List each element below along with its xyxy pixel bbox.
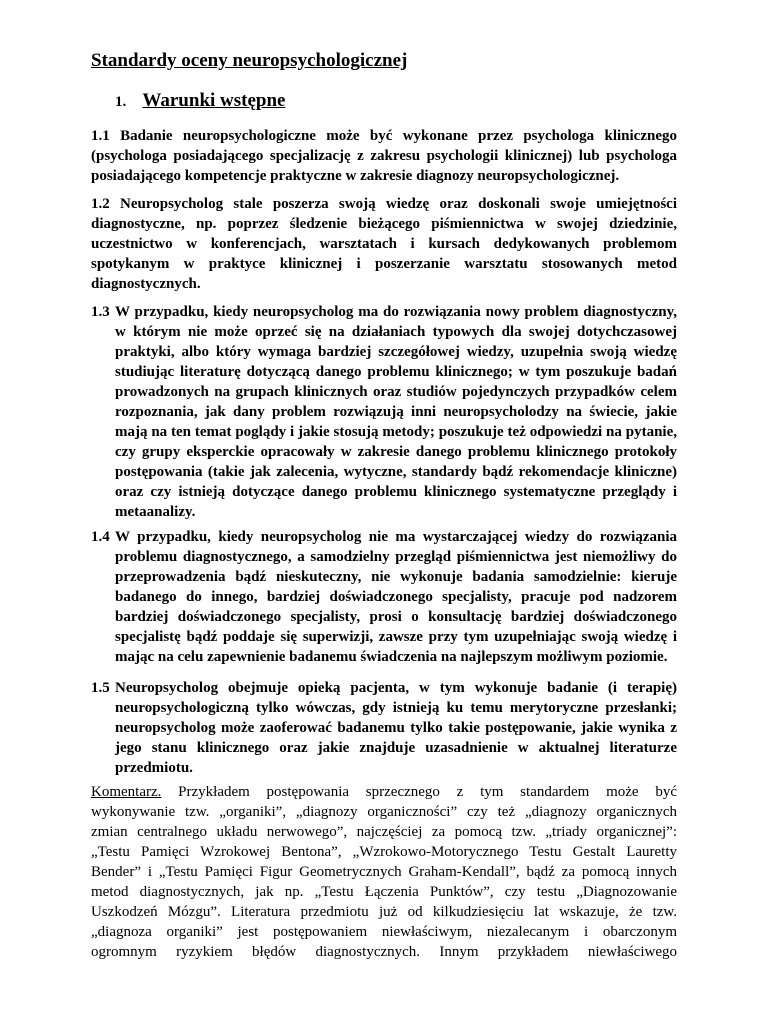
comment-line: wykonywanie tzw. „organiki”, „diagnozy organiczności” czy też „diagnozy organicznych <box>91 804 677 820</box>
paragraph-line <box>91 302 677 322</box>
paragraph-line: mają na ten temat poglądy i jakie stosują metody; poszukuje też odpowiedzi na pytanie, <box>115 424 677 440</box>
section-number: 1. <box>115 94 127 110</box>
paragraph-number: 1.5 <box>91 680 110 696</box>
section-heading <box>115 90 285 112</box>
comment-line-text: Przykładem postępowania sprzecznego z tym standardem może być <box>161 784 677 800</box>
paragraph-line: przedmiotu. <box>115 760 193 776</box>
paragraph-line-text: W przypadku, kiedy neuropsycholog ma do rozwiązania nowy problem diagnostyczny, <box>115 304 677 320</box>
comment-block <box>91 782 677 962</box>
paragraph-line: problemu diagnostycznego, a samodzielny przegląd piśmiennictwa jest niemożliwy do <box>115 549 677 565</box>
paragraph-1-4 <box>91 527 677 667</box>
comment-label: Komentarz. <box>91 784 162 800</box>
paragraph-line: czy grupy eksperckie opracowały w zakresie danego problemu klinicznego protokoły <box>115 444 677 460</box>
comment-line: Uszkodzeń Mózgu”. Literatura przedmiotu już od kilkudziesięciu lat wskazuje, że tzw. <box>91 904 677 920</box>
paragraph-line-text: W przypadku, kiedy neuropsycholog nie ma wystarczającej wiedzy do rozwiązania <box>115 529 677 545</box>
paragraph-line: spotykanym w praktyce klinicznej i poszerzanie warsztatu stosowanych metod <box>91 256 677 272</box>
paragraph-line: (psychologa posiadającego specjalizację z zakresu psychologii klinicznej) lub psychologa <box>91 148 677 164</box>
paragraph-line: diagnostyczne, np. poprzez śledzenie bieżącego piśmiennictwa w swojej dziedzinie, <box>91 216 677 232</box>
paragraph-1-2 <box>91 194 677 294</box>
paragraph-line: jego stanu klinicznego oraz jakie znajduje uzasadnienie w aktualnej literaturze <box>115 740 677 756</box>
paragraph-1-1 <box>91 126 677 186</box>
comment-line: metod diagnostycznych, jak np. „Testu Łączenia Punktów”, czy testu „Diagnozowanie <box>91 884 677 900</box>
paragraph-1-3 <box>91 302 677 522</box>
paragraph-line <box>91 678 677 698</box>
section-title: Warunki wstępne <box>142 90 286 111</box>
paragraph-line: diagnostycznych. <box>91 276 201 292</box>
paragraph-line: praktyki, albo który wymaga bardziej szczegółowej wiedzy, uzupełnia swoją wiedzę <box>115 344 677 360</box>
paragraph-1-5 <box>91 678 677 778</box>
paragraph-line: przeprowadzenia bądź nieskuteczny, nie wykonuje badania samodzielnie: kieruje <box>115 569 677 585</box>
paragraph-line: studiując literaturę dotyczącą danego problemu klinicznego; w tym poszukuje badań <box>115 364 677 380</box>
paragraph-line: 1.1 Badanie neuropsychologiczne może być wykonane przez psychologa klinicznego <box>91 128 677 144</box>
paragraph-line: 1.2 Neuropsycholog stale poszerza swoją wiedzę oraz doskonali swoje umiejętności <box>91 196 677 212</box>
paragraph-line: postępowania (takie jak zalecenia, wytyczne, standardy bądź rekomendacje kliniczne) <box>115 464 677 480</box>
paragraph-line <box>91 527 677 547</box>
paragraph-line: neuropsychologiczną tylko wówczas, gdy istnieją ku temu merytoryczne przesłanki; <box>115 700 677 716</box>
comment-line: Bender” i „Testu Pamięci Figur Geometrycznych Graham-Kendall”, bądź za pomocą innych <box>91 864 677 880</box>
comment-line <box>91 782 677 802</box>
paragraph-line: posiadającego kompetencje praktyczne w zakresie diagnozy neuropsychologicznej. <box>91 168 620 184</box>
paragraph-line: metaanalizy. <box>115 504 196 520</box>
paragraph-line: oraz czy istnieją dotyczące danego problemu klinicznego systematyczne przeglądy i <box>115 484 677 500</box>
paragraph-line: mając na celu zapewnienie badanemu świadczenia na najlepszym możliwym poziomie. <box>115 649 668 665</box>
paragraph-number: 1.4 <box>91 529 110 545</box>
paragraph-number: 1.3 <box>91 304 110 320</box>
paragraph-line-text: Neuropsycholog obejmuje opieką pacjenta, w tym wykonuje badanie (i terapię) <box>115 680 677 696</box>
paragraph-line: neuropsycholog może zaoferować badanemu tylko takie postępowanie, jakie wynika z <box>115 720 677 736</box>
comment-line: „diagnoza organiki” jest postępowaniem niewłaściwym, niezalecanym i obarczonym <box>91 924 677 940</box>
comment-line: „Testu Pamięci Wzrokowej Bentona”, „Wzrokowo-Motorycznego Testu Gestalt Lauretty <box>91 844 677 860</box>
paragraph-line: bardziej doświadczonego specjalisty, prosi o konsultację bardziej doświadczonego <box>115 609 677 625</box>
document-title: Standardy oceny neuropsychologicznej <box>91 50 408 71</box>
paragraph-line: uczestnictwo w konferencjach, warsztatach i kursach dedykowanych problemom <box>91 236 677 252</box>
comment-line: ogromnym ryzykiem błędów diagnostycznych. Innym przykładem niewłaściwego <box>91 944 677 960</box>
paragraph-line: badanego do innego, bardziej doświadczonego specjalisty, pracuje pod nadzorem <box>115 589 677 605</box>
paragraph-line: specjalistę bądź poddaje się superwizji, zawsze przy tym uzupełniając swoją wiedzę i <box>115 629 677 645</box>
comment-line: zmian centralnego układu nerwowego”, najczęściej za pomocą tzw. „triady organicznej”: <box>91 824 677 840</box>
paragraph-line: rozpoznania, jak dany problem rozwiązują inni neuropsycholodzy na świecie, jakie <box>115 404 677 420</box>
paragraph-line: prowadzonych na grupach klinicznych oraz studiów pojedynczych przypadków celem <box>115 384 677 400</box>
paragraph-line: w którym nie może oprzeć się na działaniach typowych dla swojej dotychczasowej <box>115 324 677 340</box>
